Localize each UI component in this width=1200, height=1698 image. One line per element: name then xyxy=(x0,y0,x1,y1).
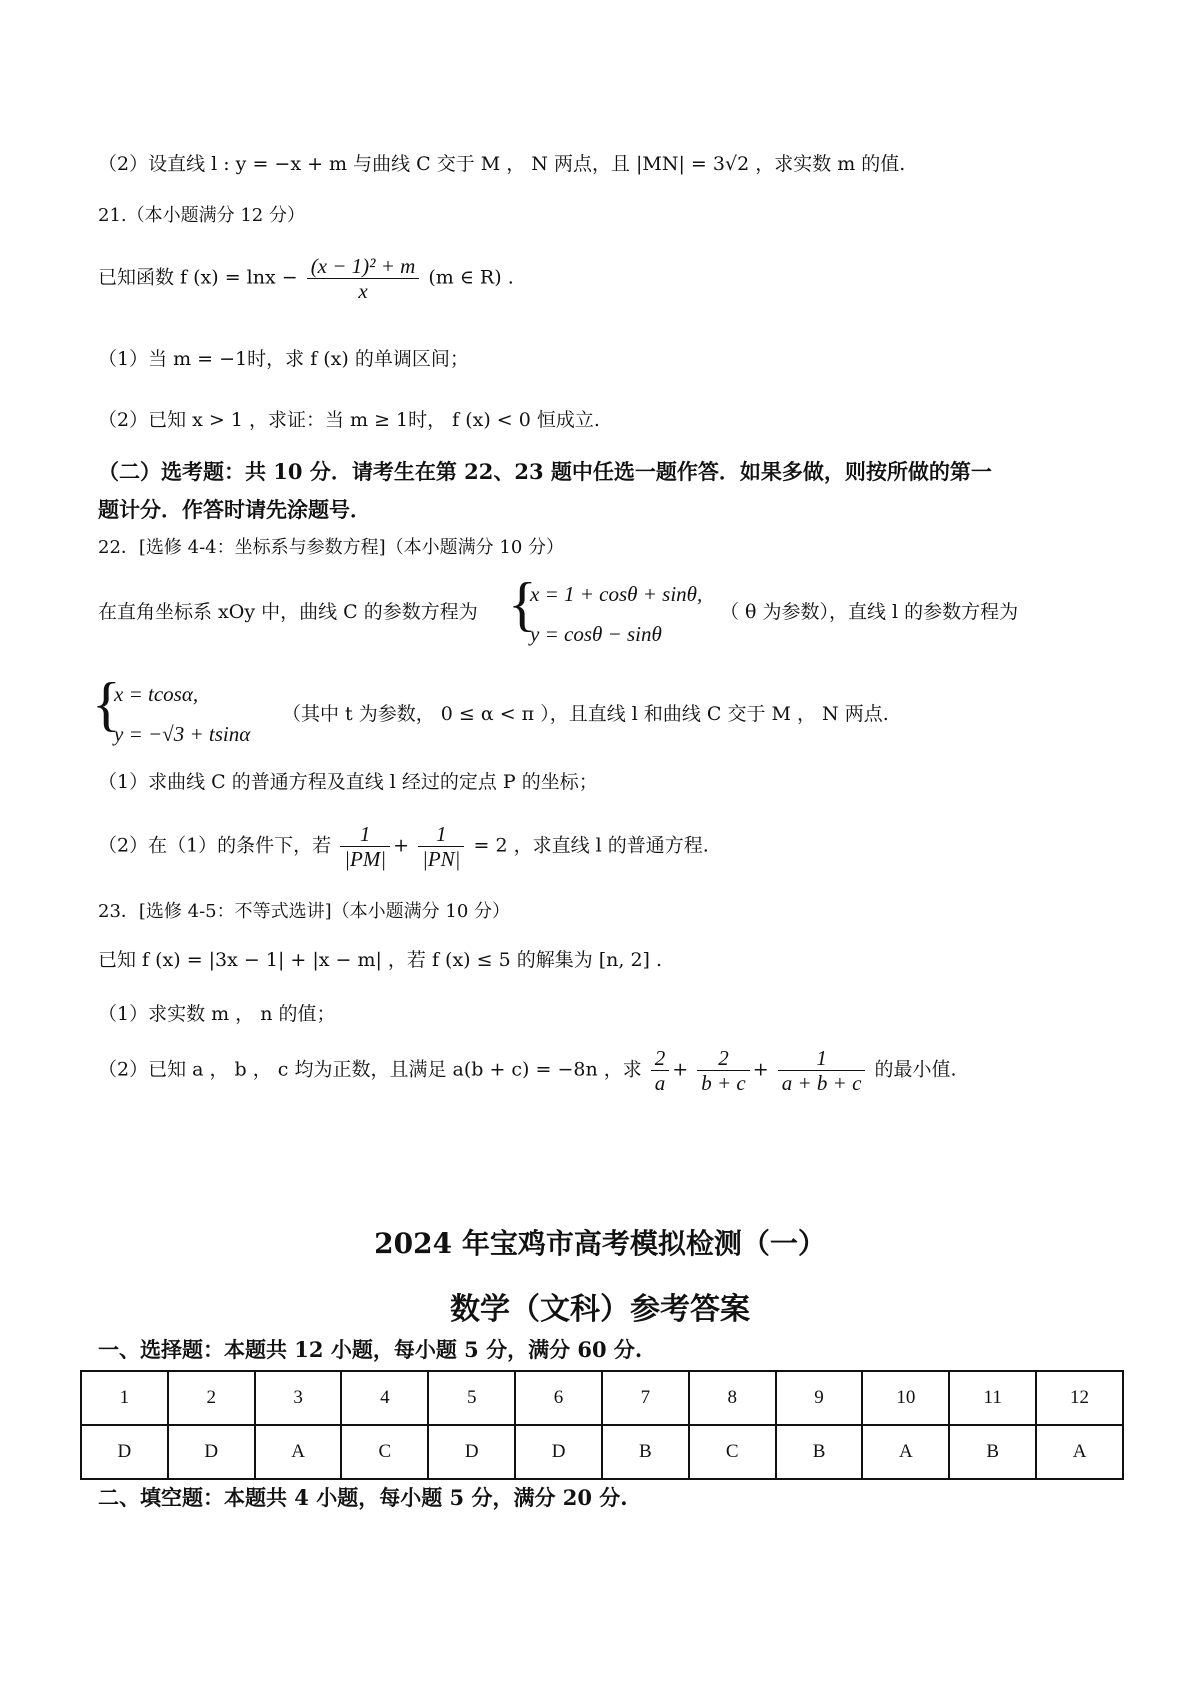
answer-letter: A xyxy=(1036,1425,1123,1479)
answer-table-letters-row xyxy=(81,1425,1123,1479)
q21-fraction-den: x xyxy=(358,279,368,303)
q23-part2: （2）已知 a ， b ， c 均为正数，且满足 a(b + c) = −8n ，求 $\frac{2}{a}$ + $\frac{2}{b + c}$ + $\frac{1}{a + b + c}$ 的最小值. xyxy=(98,1046,957,1095)
q21-fraction-num: (x − 1)² + m xyxy=(307,254,420,279)
answer-number: 2 xyxy=(168,1371,255,1425)
answer-number: 11 xyxy=(949,1371,1036,1425)
q22-line-eq2: y = −√3 + tsinα xyxy=(114,722,251,746)
answer-letter: B xyxy=(776,1425,863,1479)
answer-letter: D xyxy=(81,1425,168,1479)
q22-frac-pn-den: |PN| xyxy=(422,847,461,871)
answer-letter: C xyxy=(689,1425,776,1479)
section2-line1: （二）选考题：共 10 分．请考生在第 22、23 题中任选一题作答．如果多做，则按所做的第一 xyxy=(98,459,992,484)
q21-stem xyxy=(98,254,514,303)
q22-frac-pm xyxy=(340,822,390,871)
q22-curve-eq1: x = 1 + cosθ + sinθ, xyxy=(530,582,703,606)
answer-number: 4 xyxy=(341,1371,428,1425)
answer-number: 6 xyxy=(515,1371,602,1425)
answer-subtitle: 数学（文科）参考答案 xyxy=(450,1292,750,1327)
answer-letter: C xyxy=(341,1425,428,1479)
answer-number: 5 xyxy=(428,1371,515,1425)
answer-letter: B xyxy=(602,1425,689,1479)
q23-frac-a xyxy=(651,1046,670,1095)
answer-letter: A xyxy=(255,1425,342,1479)
q23-frac-a-den: a xyxy=(654,1071,666,1095)
q23-part2-suffix: 的最小值. xyxy=(874,1058,957,1081)
answer-number: 3 xyxy=(255,1371,342,1425)
q22-line-brace: { xyxy=(92,671,121,737)
q23-frac-abc-den: a + b + c xyxy=(781,1071,862,1095)
answer-table-numbers-row xyxy=(81,1371,1123,1425)
q22-curve-brace: { xyxy=(508,571,537,637)
answer-table xyxy=(80,1370,1124,1480)
answer-letter: D xyxy=(515,1425,602,1479)
q22-frac-pm-num: 1 xyxy=(340,822,390,847)
answer-number: 9 xyxy=(776,1371,863,1425)
section2-line2: 题计分．作答时请先涂题号． xyxy=(98,497,371,522)
q22-header: 22．[选修 4-4：坐标系与参数方程]（本小题满分 10 分） xyxy=(98,537,565,558)
answer-number: 7 xyxy=(602,1371,689,1425)
answer-letter: D xyxy=(168,1425,255,1479)
answer-letter: A xyxy=(862,1425,949,1479)
q21-fraction xyxy=(307,254,420,303)
q23-part1: （1）求实数 m ， n 的值； xyxy=(98,1003,336,1025)
q23-stem: 已知 f (x) = |3x − 1| + |x − m| ，若 f (x) ≤ 5 的解集为 [n, 2] . xyxy=(98,949,663,971)
q22-curve-eq2: y = cosθ − sinθ xyxy=(530,622,662,646)
q22-part2-suffix: = 2 ，求直线 l 的普通方程. xyxy=(473,834,709,857)
q22-frac-pn-num: 1 xyxy=(418,822,464,847)
answer-title: 2024 年宝鸡市高考模拟检测（一） xyxy=(374,1227,826,1260)
q22-line-eq1: x = tcosα, xyxy=(114,682,199,706)
q23-frac-bc-num: 2 xyxy=(697,1046,750,1071)
q23-frac-abc-num: 1 xyxy=(778,1046,866,1071)
q22-stem-mid: （ θ 为参数），直线 l 的参数方程为 xyxy=(720,601,1019,623)
q22-part1: （1）求曲线 C 的普通方程及直线 l 经过的定点 P 的坐标； xyxy=(98,771,598,793)
q23-frac-a-num: 2 xyxy=(651,1046,670,1071)
q21-part2: （2）已知 x > 1 ，求证：当 m ≥ 1时， f (x) < 0 恒成立. xyxy=(98,409,600,431)
q21-stem-prefix: 已知函数 f (x) = lnx − xyxy=(98,266,298,289)
q20-part2: （2）设直线 l : y = −x + m 与曲线 C 交于 M ， N 两点，且 |MN| = 3√2 ，求实数 m 的值. xyxy=(98,153,906,175)
q22-stem-prefix: 在直角坐标系 xOy 中，曲线 C 的参数方程为 xyxy=(98,601,478,623)
q23-frac-bc xyxy=(697,1046,750,1095)
q21-part1: （1）当 m = −1时，求 f (x) 的单调区间； xyxy=(98,348,469,370)
answer-number: 8 xyxy=(689,1371,776,1425)
q23-frac-abc xyxy=(778,1046,866,1095)
section-fill-heading: 二、填空题：本题共 4 小题，每小题 5 分，满分 20 分. xyxy=(98,1485,628,1510)
answer-letter: B xyxy=(949,1425,1036,1479)
q22-part2: （2）在（1）的条件下，若 $\frac{1}{|PM|}$ + $\frac{1}{|PN|}$ = 2 ，求直线 l 的普通方程. xyxy=(98,822,709,871)
answer-number: 12 xyxy=(1036,1371,1123,1425)
answer-letter: D xyxy=(428,1425,515,1479)
answer-number: 10 xyxy=(862,1371,949,1425)
q22-part2-prefix: （2）在（1）的条件下，若 xyxy=(98,834,332,857)
q22-stem-suffix: （其中 t 为参数， 0 ≤ α < π ），且直线 l 和曲线 C 交于 M ， N 两点. xyxy=(282,703,889,725)
q23-frac-bc-den: b + c xyxy=(701,1071,746,1095)
answer-number: 1 xyxy=(81,1371,168,1425)
q23-part2-prefix: （2）已知 a ， b ， c 均为正数，且满足 a(b + c) = −8n ，求 xyxy=(98,1058,642,1081)
q21-header: 21.（本小题满分 12 分） xyxy=(98,205,305,226)
q21-stem-suffix: (m ∈ R) . xyxy=(428,266,514,289)
q22-frac-pm-den: |PM| xyxy=(344,847,387,871)
section-choice-heading: 一、选择题：本题共 12 小题，每小题 5 分，满分 60 分. xyxy=(98,1337,643,1362)
q22-frac-pn xyxy=(418,822,464,871)
q23-header: 23．[选修 4-5：不等式选讲]（本小题满分 10 分） xyxy=(98,901,511,922)
